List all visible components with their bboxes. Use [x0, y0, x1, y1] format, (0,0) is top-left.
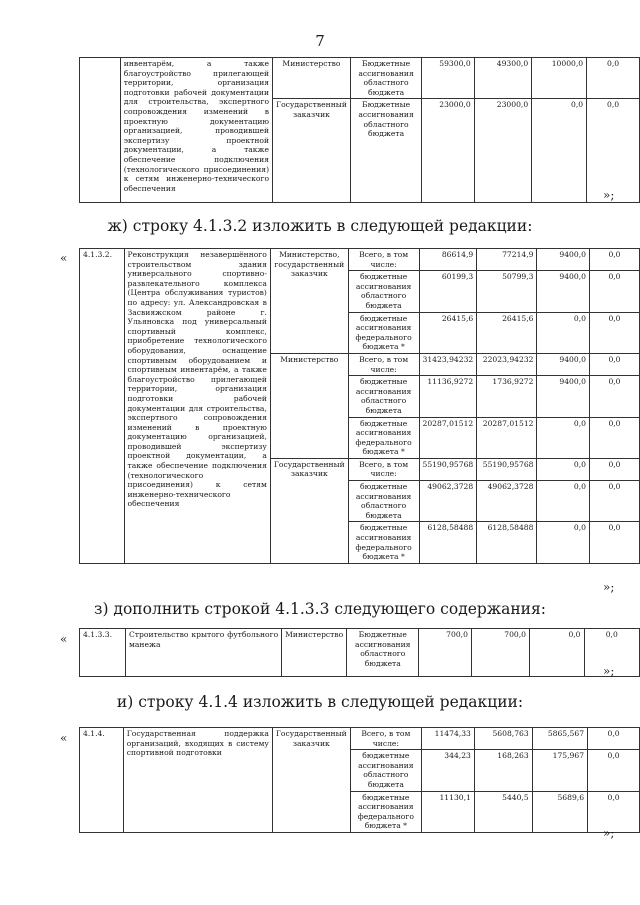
value-year1-cell: 23000,0 — [474, 99, 532, 203]
closing-quote: »; — [603, 664, 615, 678]
value-year2-cell: 9400,0 — [537, 376, 589, 417]
name-cell: Строительство крытого футбольного манежа — [126, 629, 282, 677]
table-row-4-1-4 — [79, 727, 640, 833]
source-cell: Всего, в том числе: — [348, 249, 419, 271]
table-row — [80, 629, 640, 677]
value-year2-cell: 0,0 — [537, 458, 589, 480]
name-cell: Государственная поддержка организаций, входящих в систему спортивной подготовки — [123, 728, 272, 833]
value-total-cell: 60199,3 — [419, 271, 477, 312]
value-total-cell: 11136,9272 — [419, 376, 477, 417]
value-total-cell: 59300,0 — [422, 58, 474, 99]
source-cell: Всего, в том числе: — [348, 458, 419, 480]
value-year2-cell: 0,0 — [537, 312, 589, 353]
source-cell: бюджетные ассигнования федерального бюджета * — [348, 522, 419, 563]
value-total-cell: 344,23 — [421, 750, 474, 791]
value-year2-cell: 5865,567 — [532, 728, 587, 750]
value-total-cell: 700,0 — [419, 629, 472, 677]
executor-cell: Министерство — [282, 629, 347, 677]
value-year2-cell: 9400,0 — [537, 271, 589, 312]
section-heading: з) дополнить строкой 4.1.3.3 следующего содержания: — [94, 600, 546, 618]
value-year1-cell: 5440,5 — [474, 791, 532, 832]
value-year3-cell: 0,0 — [589, 481, 639, 522]
table-row-4-1-3-2 — [79, 248, 640, 564]
table-row-4-1-3-3 — [79, 628, 640, 677]
value-year1-cell: 55190,95768 — [477, 458, 537, 480]
value-year3-cell: 0,0 — [584, 629, 639, 677]
value-year1-cell: 700,0 — [471, 629, 529, 677]
closing-quote: »; — [603, 580, 615, 594]
value-year1-cell: 77214,9 — [477, 249, 537, 271]
code-cell: 4.1.3.2. — [80, 249, 125, 564]
source-cell: бюджетные ассигнования областного бюджета — [350, 750, 421, 791]
value-total-cell: 11474,33 — [421, 728, 474, 750]
value-year3-cell: 0,0 — [587, 58, 640, 99]
opening-quote: « — [60, 632, 68, 646]
section-heading: ж) строку 4.1.3.2 изложить в следующей редакции: — [107, 217, 533, 235]
value-year1-cell: 5608,763 — [474, 728, 532, 750]
closing-quote: »; — [603, 826, 615, 840]
source-cell: Всего, в том числе: — [348, 353, 419, 375]
executor-cell: Государственный заказчик — [272, 728, 350, 833]
value-year2-cell: 9400,0 — [537, 249, 589, 271]
value-year3-cell: 0,0 — [589, 249, 639, 271]
table-row — [80, 728, 640, 750]
value-year1-cell: 1736,9272 — [477, 376, 537, 417]
source-cell: Всего, в том числе: — [350, 728, 421, 750]
source-cell: Бюджетные ассигнования областного бюджета — [350, 58, 421, 99]
value-year3-cell: 0,0 — [588, 728, 640, 750]
executor-cell: Министерство, государственный заказчик — [270, 249, 348, 354]
value-year1-cell: 168,263 — [474, 750, 532, 791]
value-year3-cell: 0,0 — [589, 271, 639, 312]
value-year1-cell: 49300,0 — [474, 58, 532, 99]
opening-quote: « — [60, 251, 68, 265]
value-year2-cell: 10000,0 — [532, 58, 587, 99]
source-cell: бюджетные ассигнования федерального бюджета * — [350, 791, 421, 832]
value-year2-cell: 5689,6 — [532, 791, 587, 832]
table-continuation — [79, 57, 640, 203]
value-year2-cell: 9400,0 — [537, 353, 589, 375]
page-number: 7 — [315, 32, 325, 50]
source-cell: Бюджетные ассигнования областного бюджета — [347, 629, 419, 677]
value-year2-cell: 0,0 — [532, 99, 587, 203]
value-total-cell: 86614,9 — [419, 249, 477, 271]
source-cell: бюджетные ассигнования областного бюджета — [348, 271, 419, 312]
value-year3-cell: 0,0 — [587, 99, 640, 203]
closing-quote: »; — [603, 188, 615, 202]
value-total-cell: 6128,58488 — [419, 522, 477, 563]
value-total-cell: 55190,95768 — [419, 458, 477, 480]
value-year3-cell: 0,0 — [588, 791, 640, 832]
executor-cell: Государственный заказчик — [270, 458, 348, 563]
value-year1-cell: 20287,01512 — [477, 417, 537, 458]
value-year1-cell: 26415,6 — [477, 312, 537, 353]
value-year2-cell: 0,0 — [530, 629, 585, 677]
value-total-cell: 26415,6 — [419, 312, 477, 353]
table-row — [80, 58, 640, 99]
source-cell: Бюджетные ассигнования областного бюджета — [350, 99, 421, 203]
source-cell: бюджетные ассигнования федерального бюджета * — [348, 417, 419, 458]
value-year3-cell: 0,0 — [589, 312, 639, 353]
executor-cell: Государственный заказчик — [273, 99, 351, 203]
value-total-cell: 23000,0 — [422, 99, 474, 203]
value-year3-cell: 0,0 — [589, 376, 639, 417]
value-year2-cell: 175,967 — [532, 750, 587, 791]
code-cell: 4.1.3.3. — [80, 629, 126, 677]
value-total-cell: 11130,1 — [421, 791, 474, 832]
value-year3-cell: 0,0 — [589, 417, 639, 458]
value-year1-cell: 6128,58488 — [477, 522, 537, 563]
value-year3-cell: 0,0 — [588, 750, 640, 791]
source-cell: бюджетные ассигнования федерального бюджета * — [348, 312, 419, 353]
section-heading: и) строку 4.1.4 изложить в следующей редакции: — [116, 693, 524, 711]
value-total-cell: 49062,3728 — [419, 481, 477, 522]
value-year3-cell: 0,0 — [589, 522, 639, 563]
value-year3-cell: 0,0 — [589, 458, 639, 480]
value-year1-cell: 22023,94232 — [477, 353, 537, 375]
value-year2-cell: 0,0 — [537, 481, 589, 522]
name-cell: инвентарём, а также благоустройство прилегающей территории, организация подготовки рабочей документации для строительства, экспертного сопровождения изменений в проектную документацию организацией, проводившей экспертизу проектной документации, а также обеспечение подключения (технологического присоединения) к сетям инженерно-технического обеспечения — [120, 58, 272, 203]
value-year2-cell: 0,0 — [537, 522, 589, 563]
table-row — [80, 249, 640, 271]
value-total-cell: 31423,94232 — [419, 353, 477, 375]
value-total-cell: 20287,01512 — [419, 417, 477, 458]
source-cell: бюджетные ассигнования областного бюджета — [348, 481, 419, 522]
value-year2-cell: 0,0 — [537, 417, 589, 458]
executor-cell: Министерство — [270, 353, 348, 458]
source-cell: бюджетные ассигнования областного бюджета — [348, 376, 419, 417]
executor-cell: Министерство — [273, 58, 351, 99]
name-cell: Реконструкция незавершённого строительством здания универсального спортивно-развлекательного комплекса (Центра обслуживания туристов) по адресу: ул. Александровская в Засвияжском районе г. Ульяновска под универсальный спортивный комплекс, приобретение технологического оборудования, оснащение спортивным оборудованием и спортивным инвентарём, а также благоустройство прилегающей территории, организация подготовки рабочей документации для строительства, экспертного сопровождения изменений в проектную документацию организацией, проводившей экспертизу проектной документации, а также обеспечение подключения (технологического присоединения) к сетям инженерно-технического обеспечения — [124, 249, 270, 564]
value-year1-cell: 50799,3 — [477, 271, 537, 312]
value-year3-cell: 0,0 — [589, 353, 639, 375]
opening-quote: « — [60, 731, 68, 745]
value-year1-cell: 49062,3728 — [477, 481, 537, 522]
code-cell: 4.1.4. — [80, 728, 124, 833]
